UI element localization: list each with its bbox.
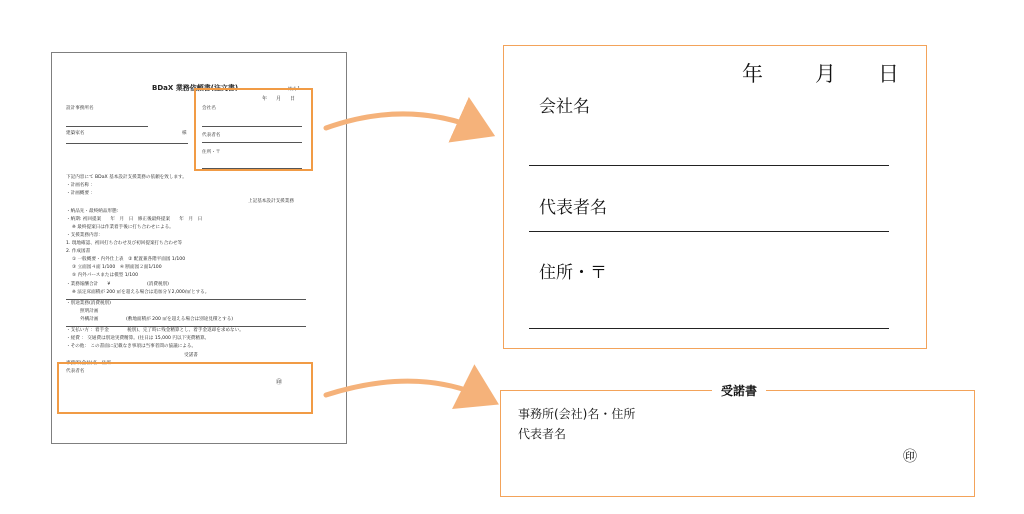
date-month-label: 月: [815, 62, 836, 86]
body-line: ・経費 ： 交通費は別途実費精算。(往日は 15,000 円以下実費精算。: [66, 336, 210, 341]
acceptance-title: 受諾書: [712, 382, 766, 399]
date-day-label: 日: [878, 62, 899, 86]
body-line: 外構計画 (敷地面積が 200 ㎡を超える場合は別途見積とする): [80, 317, 234, 322]
company-name-label: 会社名: [539, 97, 590, 117]
seal-mark: ㊞: [903, 449, 917, 465]
body-line: ※ 法定床面積が 200 ㎡を超える場合は追加分￥2,000/㎡とする。: [72, 290, 210, 295]
body-line: ・業務報酬合計 ¥ (消費税別): [66, 282, 169, 287]
architect-name-label: 建築家名: [66, 131, 85, 136]
doc-date-line: 年 月 日: [262, 96, 298, 102]
doc-seal-mark: ㊞: [276, 379, 283, 386]
body-line: 下記内容にて BDaX 基本設計支援業務の依頼を致します。: [66, 175, 187, 180]
body-line: ・納期: 初回提案 年 月 日 修正後最終提案 年 月 日: [66, 217, 203, 222]
acceptance-company-label: 事務所(会社)名・住所: [518, 407, 636, 421]
date-year-label: 年: [742, 62, 763, 86]
company-name-line: [529, 165, 889, 166]
body-line: 上記基本設計支援業務: [248, 199, 294, 204]
doc-acceptance-line: 事務所(会社)名・住所: [66, 361, 111, 366]
representative-name-line: [529, 231, 889, 232]
doc-acceptance-title: 受諾書: [184, 353, 198, 358]
body-line: ※ 最終提案日は作業着手後に打ち合わせによる。: [72, 225, 174, 230]
address-label: 住所・〒: [539, 263, 607, 283]
body-line: ・計画名称 ：: [66, 183, 96, 188]
doc-acceptance-line: 代表者名: [66, 369, 85, 374]
body-line: ・別途業務(消費税別): [66, 301, 111, 306]
body-line: ① 一般概要・内外仕上表 ② 配置兼各階平面図 1/100: [72, 257, 186, 262]
representative-name-label: 代表者名: [539, 198, 607, 218]
doc-address-label: 住所・〒: [202, 150, 221, 155]
body-line: ・その他： この書面に記載なき事項は当事者間の協議による。: [66, 344, 197, 349]
architect-office-label: 設計事務所名: [66, 106, 94, 111]
body-line: 照明計画: [80, 309, 99, 314]
doc-company-label: 会社名: [202, 106, 216, 111]
body-line: ・支払い方 ：着手金 税別)、完了時に残金精算とし、着手金返却を求めない。: [66, 328, 244, 333]
doc-representative-label: 代表者名: [202, 133, 221, 138]
honorific: 様: [182, 131, 187, 136]
body-line: ・支援業務内容：: [66, 233, 103, 238]
body-line: ⑤ 内外パースまたは模型 1/100: [72, 273, 138, 278]
body-line: 1. 現地確認、初回打ち合わせ及び初回提案打ち合わせ等: [66, 241, 183, 246]
address-line: [529, 328, 889, 329]
body-line: ③ 立面図４面 1/100 ④ 断面図２面1/100: [72, 265, 162, 270]
acceptance-representative-label: 代表者名: [518, 427, 567, 441]
body-line: 2. 作成図書: [66, 249, 91, 254]
body-line: ・納品先・最終納品形態:: [66, 209, 119, 214]
body-line: ・計画概要 ：: [66, 191, 96, 196]
doc-title: BDaX 業務依頼書(注文書): [152, 84, 239, 92]
form-number: 様式-1: [288, 86, 300, 91]
